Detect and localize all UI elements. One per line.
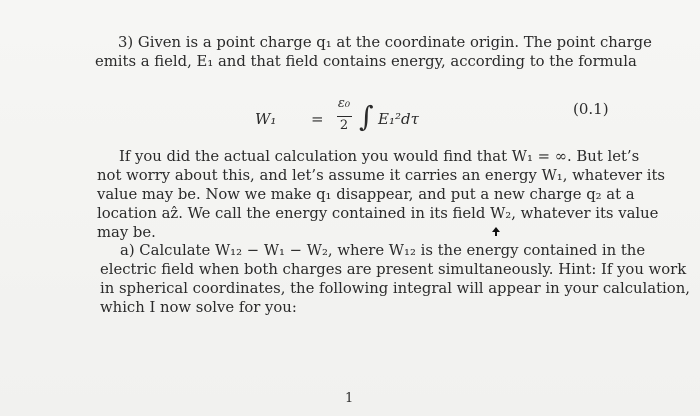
equation-number: (0.1) xyxy=(573,100,609,118)
part-a-line-3: in spherical coordinates, the following integral will appear in your calculation, xyxy=(100,280,690,297)
equation-integrand: E₁²dτ xyxy=(378,110,419,128)
paragraph-line-5: may be. xyxy=(97,224,156,241)
mouse-cursor-icon xyxy=(491,227,501,241)
part-a-line-1: a) Calculate W₁₂ − W₁ − W₂, where W₁₂ is the energy contained in the xyxy=(120,242,646,259)
page-number: 1 xyxy=(345,391,354,406)
equation-fraction-bar xyxy=(337,116,352,117)
paragraph-line-3: value may be. Now we make q₁ disappear, and put a new charge q₂ at a xyxy=(97,186,635,203)
problem-intro-line-2: emits a field, E₁ and that field contains energy, according to the formula xyxy=(95,53,637,70)
paragraph-line-2: not worry about this, and let’s assume it carries an energy W₁, whatever its xyxy=(97,167,666,184)
paragraph-line-1: If you did the actual calculation you would find that W₁ = ∞. But let’s xyxy=(119,148,640,165)
paragraph-line-4: location aẑ. We call the energy contained in its field W₂, whatever its value xyxy=(97,205,659,222)
equation-denominator: 2 xyxy=(339,118,349,133)
part-a-line-2: electric field when both charges are present simultaneously. Hint: If you work xyxy=(100,261,687,278)
equation-numerator: ε₀ xyxy=(337,96,351,111)
equation-integral-sign: ∫ xyxy=(359,100,374,133)
problem-intro-line-1: 3) Given is a point charge q₁ at the coordinate origin. The point charge xyxy=(118,34,652,51)
equation-lhs: W₁ xyxy=(255,110,277,128)
part-a-line-4: which I now solve for you: xyxy=(100,299,297,316)
equation-equals: = xyxy=(311,110,324,128)
